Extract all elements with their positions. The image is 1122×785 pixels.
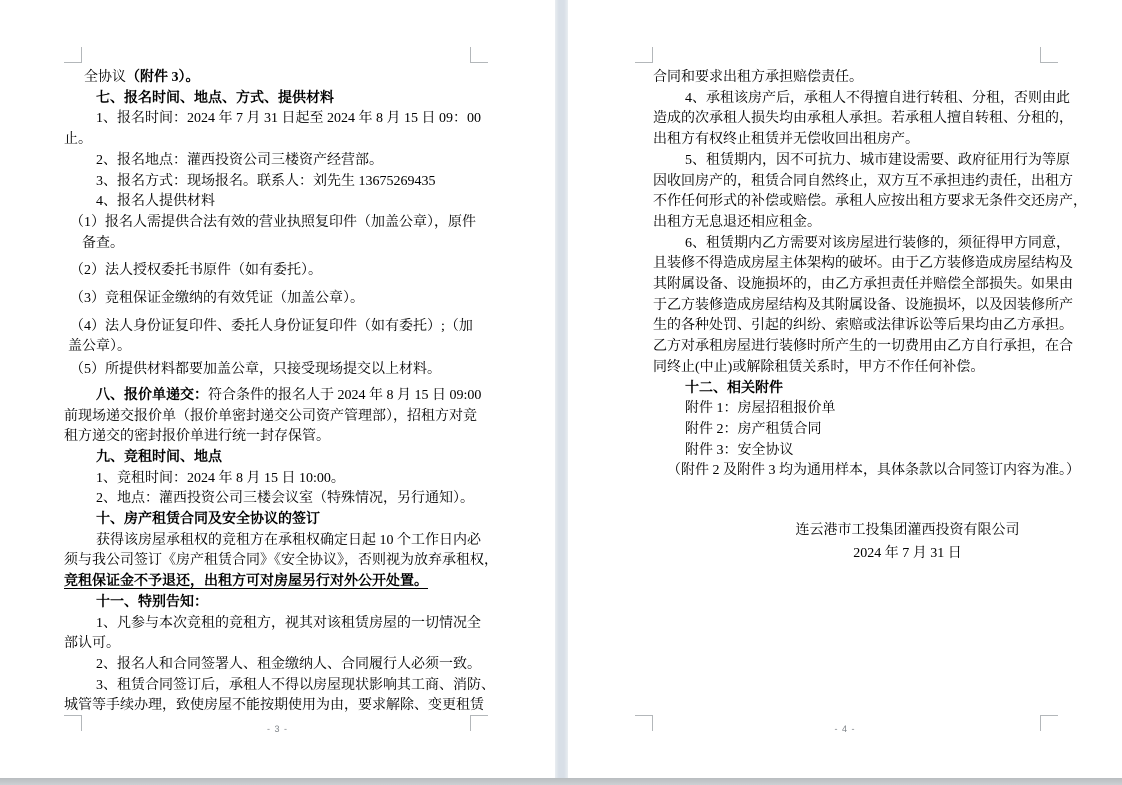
text-run: 1、报名时间：2024 年 7 月 31 日起至 2024 年 8 月 15 日 09：00 [96, 111, 481, 127]
text-line [64, 448, 534, 469]
text-line [653, 337, 1101, 358]
text-run: 十一、特别告知： [96, 594, 208, 610]
text-line [653, 172, 1101, 193]
text-line [64, 130, 534, 151]
page-4-body [653, 68, 1101, 482]
text-run: 获得该房屋承租权的竞租方在承租权确定日起 10 个工作日内必 [96, 532, 481, 548]
text-run: 租方递交的密封报价单进行统一封存保管。 [64, 429, 330, 445]
text-run: 止。 [64, 132, 92, 148]
text-line [64, 469, 534, 490]
text-line [64, 510, 534, 531]
text-line [653, 316, 1101, 337]
text-line [64, 427, 534, 448]
text-line [64, 109, 534, 130]
text-line [653, 109, 1101, 130]
text-run: 因收回房产的，租赁合同自然终止，双方互不承担违约责任，出租方 [653, 173, 1073, 189]
text-line [64, 234, 534, 255]
text-run: 3、租赁合同签订后，承租人不得以房屋现状影响其工商、消防、 [96, 677, 495, 693]
text-line [653, 68, 1101, 89]
text-run: 前现场递交报价单（报价单密封递交公司资产管理部），招租方对竞 [64, 408, 477, 424]
text-line [653, 234, 1101, 255]
text-run: 生的各种处罚、引起的纠纷、索赔或法律诉讼等后果均由乙方承担。 [653, 318, 1073, 334]
text-line [653, 461, 1101, 482]
text-line [653, 213, 1101, 234]
text-run: 同终止(中止)或解除租赁关系时，甲方不作任何补偿。 [653, 359, 985, 375]
text-line [653, 399, 1101, 420]
text-run: 不作任何形式的补偿或赔偿。承租人应按出租方要求无条件交还房产， [653, 194, 1087, 210]
text-run: 3、报名方式：现场报名。联系人：刘先生 13675269435 [96, 173, 436, 189]
text-run: 盖公章）。 [68, 339, 131, 355]
text-run: 2、报名地点：灌西投资公司三楼资产经营部。 [96, 152, 383, 168]
page-3-number: - 3 - [266, 724, 288, 734]
text-line [653, 192, 1101, 213]
text-line [64, 337, 534, 358]
text-run: 附件 2：房产租赁合同 [685, 421, 822, 437]
text-line [64, 89, 534, 110]
text-run: （4）法人身份证复印件、委托人身份证复印件（如有委托）;（加 [70, 318, 473, 334]
text-run: 出租方无息退还相应租金。 [653, 214, 821, 230]
text-line [64, 192, 534, 213]
signature-date: 2024 年 7 月 31 日 [853, 545, 962, 561]
margin-corner-mark [64, 47, 82, 63]
text-run: 竞租保证金不予退还，出租方可对房屋另行对外公开处置。 [64, 574, 428, 590]
text-line [64, 407, 534, 428]
text-line [64, 676, 534, 697]
text-line [64, 261, 534, 282]
text-line [653, 254, 1101, 275]
text-line [64, 360, 534, 381]
text-run: 九、竞租时间、地点 [96, 449, 222, 465]
text-line [64, 634, 534, 655]
text-line [64, 213, 534, 234]
text-run: 5、租赁期内，因不可抗力、城市建设需要、政府征用行为等原 [685, 152, 1070, 168]
text-line [653, 151, 1101, 172]
text-run: 2、地点：灌西投资公司三楼会议室（特殊情况，另行通知）。 [96, 491, 474, 507]
text-line [64, 68, 534, 89]
text-run: 出租方有权终止租赁并无偿收回出租房产。 [653, 132, 919, 148]
window-bottom-edge [0, 778, 1122, 785]
margin-corner-mark [1040, 47, 1058, 63]
text-run: 乙方对承租房屋进行装修时所产生的一切费用由乙方自行承担，在合 [653, 339, 1073, 355]
text-run: 1、凡参与本次竞租的竞租方，视其对该租赁房屋的一切情况全 [96, 615, 481, 631]
text-run: 附件 1：房屋招租报价单 [685, 401, 836, 417]
text-line [64, 317, 534, 338]
text-line [64, 172, 534, 193]
page-gap [555, 0, 568, 785]
text-line [653, 379, 1101, 400]
page-4-number: - 4 - [834, 724, 856, 734]
text-run: 6、租赁期内乙方需要对该房屋进行装修的，须征得甲方同意， [685, 235, 1070, 251]
text-run: 其附属设备、设施损坏的，由乙方承担责任并赔偿全部损失。如果由 [653, 277, 1073, 293]
margin-corner-mark [635, 47, 653, 63]
text-run: （附件 3）。 [126, 70, 200, 85]
text-line [64, 593, 534, 614]
text-run: 十、房产租赁合同及安全协议的签订 [96, 512, 320, 528]
text-line [653, 89, 1101, 110]
text-run: 附件 3：安全协议 [685, 442, 794, 458]
text-line [64, 655, 534, 676]
text-run: 十二、相关附件 [685, 380, 783, 396]
text-line [64, 289, 534, 310]
text-run: 1、竞租时间：2024 年 8 月 15 日 10:00。 [96, 470, 345, 486]
text-run: 且装修不得造成房屋主体架构的破坏。由于乙方装修造成房屋结构及 [653, 256, 1073, 272]
text-run: 于乙方装修造成房屋结构及其附属设备、设施损坏，以及因装修所产 [653, 297, 1073, 313]
text-run: （5）所提供材料都要加盖公章，只接受现场提交以上材料。 [70, 362, 441, 378]
text-run: 合同和要求出租方承担赔偿责任。 [653, 70, 863, 85]
signature-block [718, 521, 1097, 564]
text-run: 八、报价单递交： [96, 387, 208, 403]
text-run: （1）报名人需提供合法有效的营业执照复印件（加盖公章），原件 [70, 214, 476, 230]
text-run: 2、报名人和合同签署人、租金缴纳人、合同履行人必须一致。 [96, 656, 481, 672]
text-line [64, 386, 534, 407]
text-run: 全协议 [84, 70, 126, 85]
text-line [653, 441, 1101, 462]
text-run: （3）竞租保证金缴纳的有效凭证（加盖公章）。 [70, 291, 364, 307]
page-4[interactable] [568, 0, 1122, 778]
text-line [653, 130, 1101, 151]
text-line [64, 696, 534, 717]
signature-company: 连云港市工投集团灌西投资有限公司 [795, 523, 1020, 538]
text-line [653, 275, 1101, 296]
text-line [64, 489, 534, 510]
text-line [64, 572, 534, 593]
text-run: 七、报名时间、地点、方式、提供材料 [96, 90, 334, 106]
text-run: 4、承租该房产后，承租人不得擅自进行转租、分租，否则由此 [685, 90, 1070, 106]
text-run: （2）法人授权委托书原件（如有委托）。 [70, 263, 322, 279]
text-line [653, 296, 1101, 317]
text-line [64, 551, 534, 572]
text-run: 城管等手续办理，致使房屋不能按期使用为由，要求解除、变更租赁 [64, 698, 484, 714]
text-line [64, 531, 534, 552]
page-3-body [64, 68, 534, 717]
text-line [64, 614, 534, 635]
text-run: 符合条件的报名人于 2024 年 8 月 15 日 09:00 [208, 387, 482, 403]
text-line [653, 358, 1101, 379]
text-run: 造成的次承租人损失均由承租人承担。若承租人擅自转租、分租的， [653, 111, 1073, 127]
text-run: （附件 2 及附件 3 均为通用样本，具体条款以合同签订内容为准。） [667, 463, 1080, 479]
text-line [64, 151, 534, 172]
page-3[interactable] [0, 0, 555, 778]
margin-corner-mark [470, 47, 488, 63]
text-run: 须与我公司签订《房产租赁合同》《安全协议》，否则视为放弃承租权， [64, 553, 498, 569]
text-run: 4、报名人提供材料 [96, 194, 215, 210]
text-run: 备查。 [82, 235, 124, 251]
text-run: 部认可。 [64, 636, 120, 652]
text-line [653, 420, 1101, 441]
